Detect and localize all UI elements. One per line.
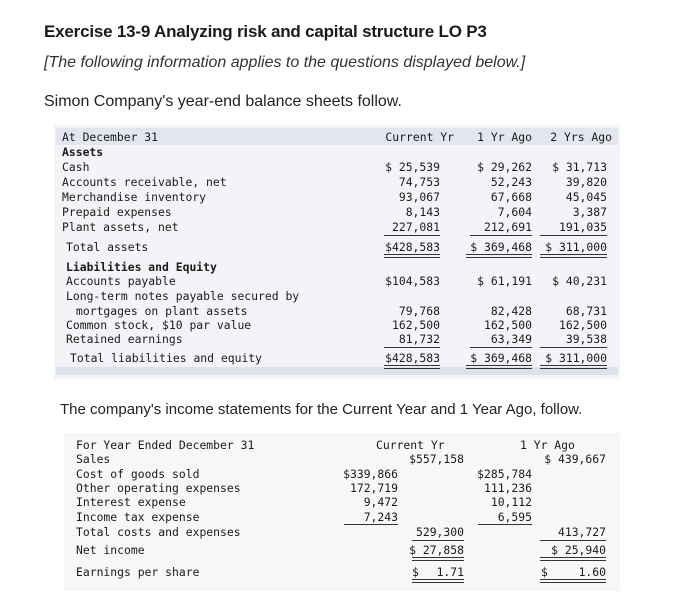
bs-row-2yr: 162,500 [558,318,607,332]
is-row-label: Other operating expenses [76,481,241,495]
is-eps-cur-symbol: $ [412,565,419,579]
bs-row-1yr: 7,604 [497,205,532,219]
underline [540,235,607,236]
bs-row-1yr: 162,500 [483,318,532,332]
bs-row-label: Prepaid expenses [62,205,172,219]
double-underline [466,254,532,258]
bs-row-cur: 93,067 [398,190,440,204]
is-eps-prev: 1.60 [578,565,606,579]
bs-row-2yr: 45,045 [565,190,607,204]
bs-row-label: Accounts receivable, net [62,175,227,189]
bs-row-1yr: 212,691 [483,220,532,234]
bs-col-2yr: 2 Yrs Ago [550,130,612,144]
bs-row-cur: $104,583 [385,274,440,288]
underline [470,235,532,236]
double-underline [412,579,464,583]
is-eps-cur: 1.71 [436,565,464,579]
is-row-prev: $285,784 [477,467,532,481]
bs-row-2yr: 39,820 [565,175,607,189]
bs-row-cur: $ 25,539 [385,160,440,174]
bs-total-le-2yr: $ 311,000 [545,351,607,365]
underline [540,347,607,348]
underline [344,524,398,525]
bs-total-le-cur: $428,583 [385,351,440,365]
underline [540,540,606,541]
is-col-prev: 1 Yr Ago [520,438,575,452]
double-underline [412,557,464,561]
bs-row-cur: 162,500 [391,318,440,332]
balance-sheet-intro: Simon Company's year-end balance sheets follow. [44,93,402,110]
is-row-prev: 10,112 [490,495,532,509]
income-statement-intro: The company's income statements for the Current Year and 1 Year Ago, follow. [60,401,583,418]
bs-row-label: mortgages on plant assets [76,304,248,318]
is-row-prev: $ 439,667 [544,452,606,466]
double-underline [540,579,606,583]
exercise-subtitle: [The following information applies to the questions displayed below.] [44,54,526,71]
is-row-cur: $557,158 [409,452,464,466]
bs-header-label: At December 31 [62,130,159,144]
bs-liabilities-heading: Liabilities and Equity [66,260,217,274]
is-row-prev: 111,236 [483,481,532,495]
is-row-cur: 9,472 [363,495,398,509]
bs-row-2yr: $ 31,713 [552,160,607,174]
bs-row-cur: 227,081 [391,220,440,234]
is-row-cur: 7,243 [363,510,398,524]
is-row-label: Income tax expense [76,510,200,524]
is-row-label: Total costs and expenses [76,525,241,539]
bs-row-cur: 8,143 [405,205,440,219]
bs-col-1yr: 1 Yr Ago [477,130,532,144]
is-row-label: Cost of goods sold [76,467,200,481]
bs-row-2yr: 68,731 [565,304,607,318]
bs-row-1yr: 82,428 [490,304,532,318]
is-row-cur: $339,866 [343,467,398,481]
bs-row-cur: 79,768 [398,304,440,318]
bs-row-label: Cash [62,160,90,174]
double-underline [466,365,532,369]
double-underline [384,365,440,369]
bs-row-1yr: 52,243 [490,175,532,189]
bs-row-label: Merchandise inventory [62,190,207,204]
bs-total-le-label: Total liabilities and equity [70,351,263,365]
bs-row-label: Retained earnings [66,332,183,346]
bs-row-2yr: 3,387 [572,205,607,219]
is-row-prev: $ 25,940 [551,543,606,557]
is-row-label: Interest expense [76,495,186,509]
underline [412,540,464,541]
bs-row-1yr: $ 29,262 [477,160,532,174]
bs-row-1yr: 67,668 [490,190,532,204]
bs-row-label: Accounts payable [66,274,176,288]
double-underline [384,254,440,258]
bs-row-2yr: 39,538 [565,332,607,346]
underline [478,524,532,525]
double-underline [540,557,606,561]
double-underline [540,254,607,258]
bs-total-assets-cur: $428,583 [385,240,440,254]
bs-row-label: Long-term notes payable secured by [66,289,300,303]
bs-row-label: Plant assets, net [62,220,179,234]
is-row-label: Earnings per share [76,565,200,579]
bs-row-1yr: $ 61,191 [477,274,532,288]
bs-assets-heading: Assets [62,145,104,159]
bs-total-assets-1yr: $ 369,468 [470,240,532,254]
is-row-label: Net income [76,543,145,557]
balance-sheet-footer-bar [56,367,618,375]
exercise-title: Exercise 13-9 Analyzing risk and capital structure LO P3 [44,22,487,41]
bs-row-1yr: 63,349 [490,332,532,346]
underline [384,235,440,236]
is-eps-prev-symbol: $ [541,565,548,579]
bs-col-current: Current Yr [385,130,454,144]
bs-row-cur: 81,732 [398,332,440,346]
bs-row-2yr: 191,035 [558,220,607,234]
is-row-label: Sales [76,452,111,466]
is-col-current: Current Yr [376,438,445,452]
bs-row-label: Common stock, $10 par value [66,318,252,332]
is-row-cur: $ 27,858 [409,543,464,557]
is-header-label: For Year Ended December 31 [76,438,255,452]
double-underline [540,365,607,369]
bs-row-cur: 74,753 [398,175,440,189]
underline [384,347,440,348]
underline [470,347,532,348]
is-row-cur: 529,300 [415,525,464,539]
bs-total-assets-label: Total assets [66,240,149,254]
is-row-prev: 413,727 [557,525,606,539]
is-row-cur: 172,719 [349,481,398,495]
is-row-prev: 6,595 [497,510,532,524]
bs-total-assets-2yr: $ 311,000 [545,240,607,254]
bs-total-le-1yr: $ 369,468 [470,351,532,365]
bs-row-2yr: $ 40,231 [552,274,607,288]
